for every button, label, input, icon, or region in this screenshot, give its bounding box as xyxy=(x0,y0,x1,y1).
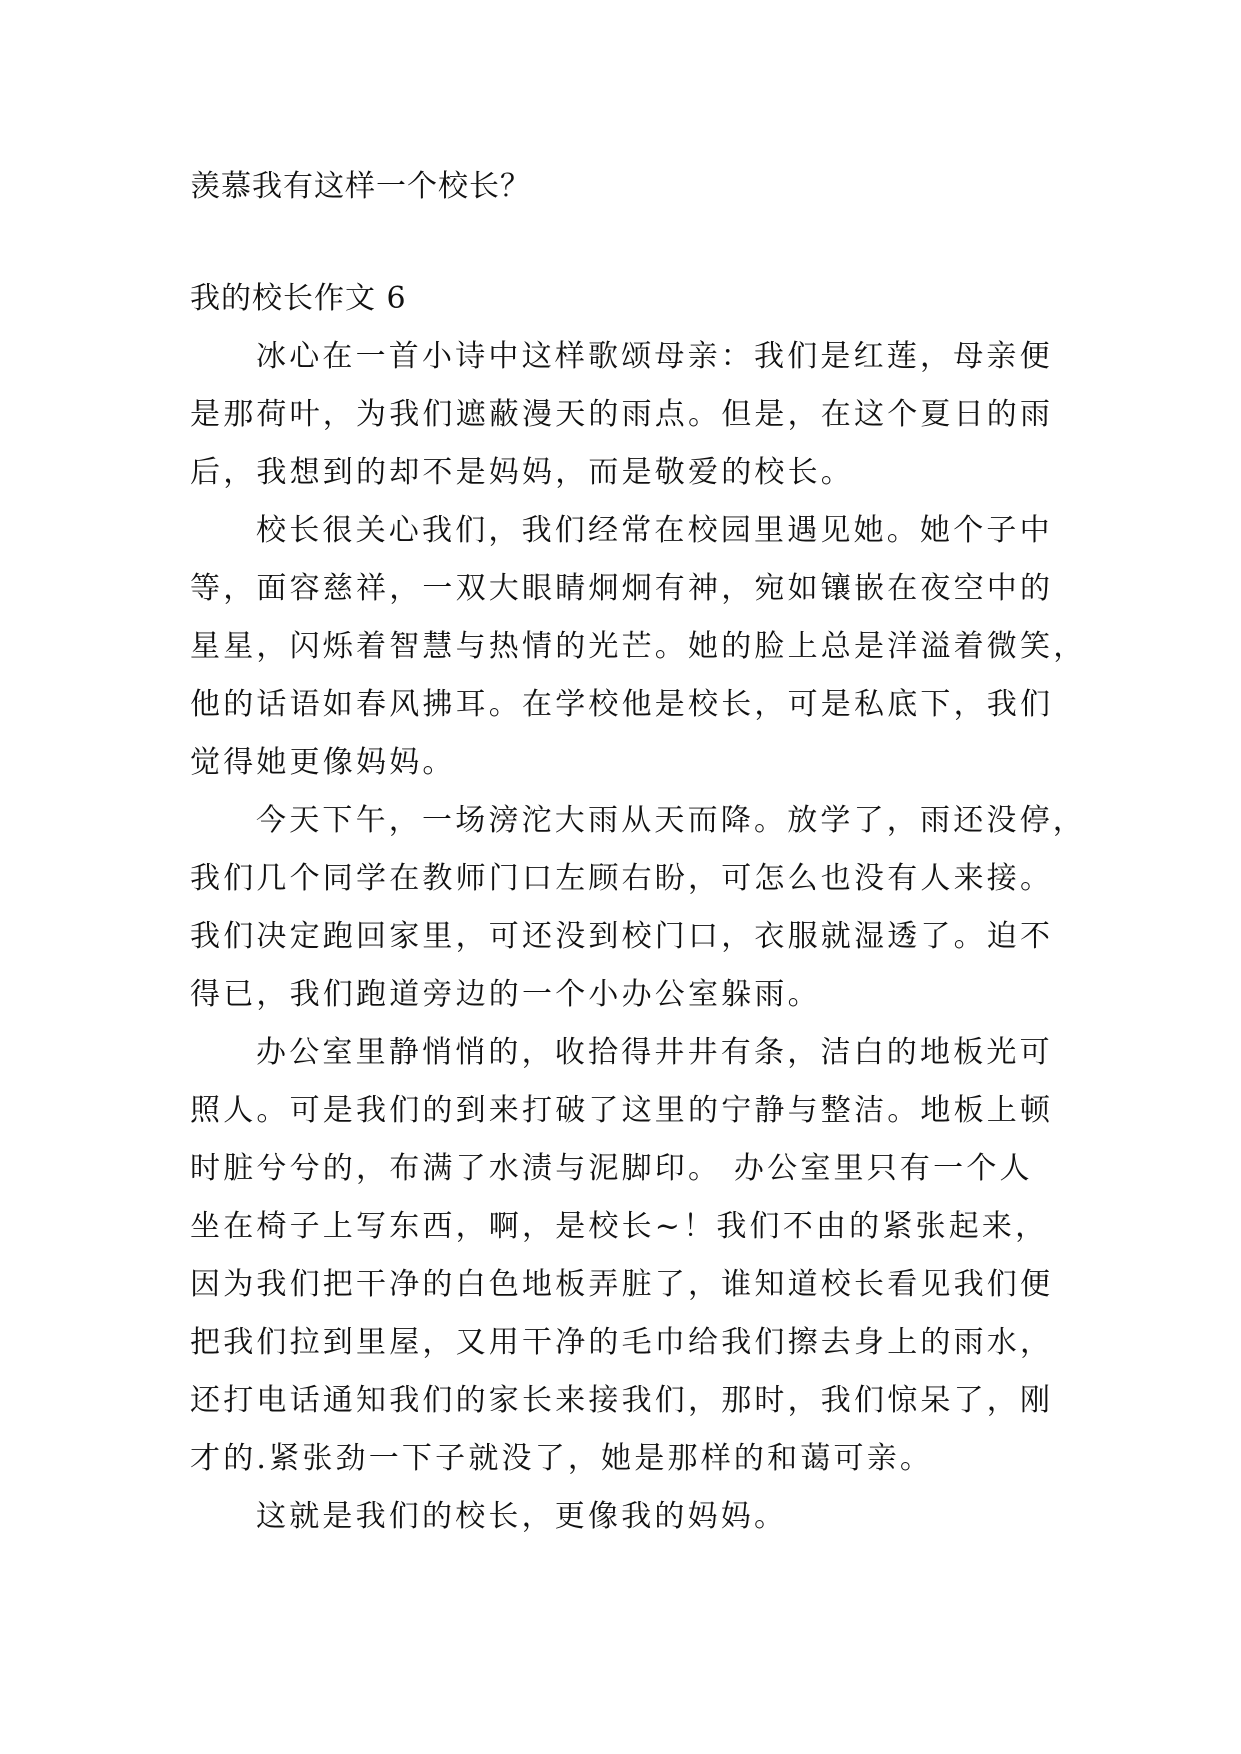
text-line: 星星，闪烁着智慧与热情的光芒。她的脸上总是洋溢着微笑， xyxy=(190,629,1087,664)
text-line: 我们决定跑回家里，可还没到校门口，衣服就湿透了。迫不 xyxy=(190,919,1054,954)
text-line: 等，面容慈祥，一双大眼睛炯炯有神，宛如镶嵌在夜空中的 xyxy=(190,571,1054,606)
text-line: 照人。可是我们的到来打破了这里的宁静与整洁。地板上顿 xyxy=(190,1093,1054,1128)
text-line: 时脏兮兮的，布满了水渍与泥脚印。 办公室里只有一个人 xyxy=(190,1151,1033,1186)
paragraph xyxy=(190,1488,1060,1546)
text-line: 我们几个同学在教师门口左顾右盼，可怎么也没有人来接。 xyxy=(190,861,1054,896)
text-line: 坐在椅子上写东西，啊，是校长~！我们不由的紧张起来， xyxy=(190,1209,1049,1244)
text-line: 他的话语如春风拂耳。在学校他是校长，可是私底下，我们 xyxy=(190,687,1054,722)
paragraph xyxy=(190,502,1087,792)
document-body xyxy=(190,158,1087,1546)
text-line: 是那荷叶，为我们遮蔽漫天的雨点。但是，在这个夏日的雨 xyxy=(190,397,1054,432)
text-line: 冰心在一首小诗中这样歌颂母亲：我们是红莲，母亲便 xyxy=(256,339,1053,374)
text-line: 觉得她更像妈妈。 xyxy=(190,745,456,780)
text-line: 办公室里静悄悄的，收拾得井井有条，洁白的地板光可 xyxy=(256,1035,1053,1070)
paragraph xyxy=(190,1024,1060,1488)
text-line: 校长很关心我们，我们经常在校园里遇见她。她个子中 xyxy=(256,513,1053,548)
text-line: 后，我想到的却不是妈妈，而是敬爱的校长。 xyxy=(190,455,854,490)
paragraph xyxy=(190,328,1060,502)
text-line: 还打电话通知我们的家长来接我们，那时，我们惊呆了，刚 xyxy=(190,1383,1054,1418)
text-line: 把我们拉到里屋，又用干净的毛巾给我们擦去身上的雨水， xyxy=(190,1325,1054,1360)
essay-title: 我的校长作文 6 xyxy=(190,281,407,316)
previous-essay-last-line: 羡慕我有这样一个校长？ xyxy=(190,169,531,204)
text-line: 今天下午，一场滂沱大雨从天而降。放学了，雨还没停， xyxy=(256,803,1086,838)
text-line: 这就是我们的校长，更像我的妈妈。 xyxy=(256,1499,788,1534)
text-line: 才的.紧张劲一下子就没了，她是那样的和蔼可亲。 xyxy=(190,1441,934,1476)
text-line: 因为我们把干净的白色地板弄脏了，谁知道校长看见我们便 xyxy=(190,1267,1054,1302)
text-line: 得已，我们跑道旁边的一个小办公室躲雨。 xyxy=(190,977,821,1012)
paragraph xyxy=(190,792,1086,1024)
